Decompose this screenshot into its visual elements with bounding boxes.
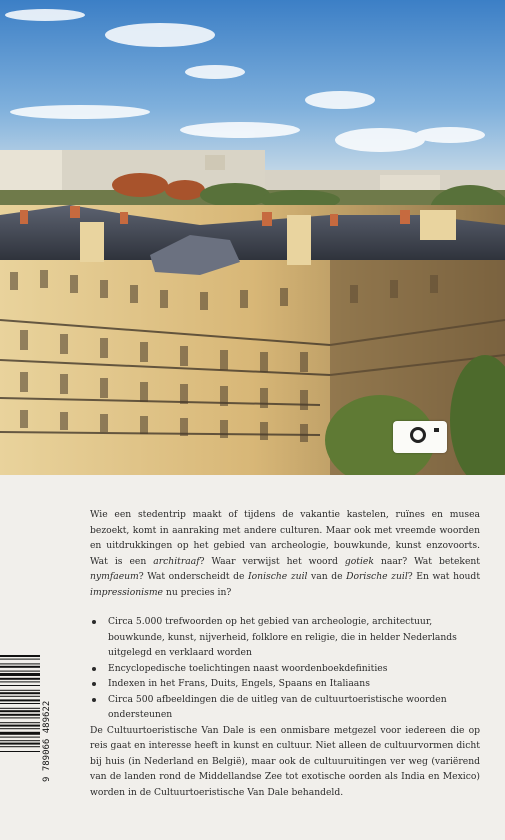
back-cover-blurb — [90, 507, 480, 800]
barcode-bar — [0, 663, 40, 664]
barcode-bar — [0, 708, 40, 709]
barcode-bar — [0, 728, 40, 729]
barcode-bar — [0, 743, 40, 745]
camera-icon — [393, 421, 447, 453]
barcode-bar — [0, 717, 40, 718]
intro-text: van de — [307, 571, 347, 582]
barcode-bar — [0, 655, 40, 657]
barcode-bar — [0, 751, 40, 752]
feature-item: Encyclopedische toelichtingen naast woordenboekdefinities — [90, 661, 480, 677]
barcode-bar — [0, 673, 40, 676]
intro-text: nu precies in? — [162, 586, 232, 598]
barcode-bar — [0, 681, 40, 682]
feature-list — [90, 614, 480, 723]
barcode-bar — [0, 722, 40, 723]
intro-text: ? Wat onderscheidt de — [138, 571, 249, 582]
term-architraaf: architraaf — [153, 555, 200, 567]
barcode-bar — [0, 685, 40, 686]
feature-item: Indexen in het Frans, Duits, Engels, Spaans en Italiaans — [90, 676, 480, 692]
barcode-bar — [0, 710, 40, 712]
barcode-bar — [0, 746, 40, 747]
term-gotiek: gotiek — [344, 555, 374, 567]
barcode-bar — [0, 725, 40, 727]
barcode-bar — [0, 690, 40, 691]
camera-lens — [410, 427, 426, 443]
term-impressionisme: impressionisme — [90, 586, 163, 598]
barcode-bar — [0, 692, 40, 694]
closing-paragraph: De Cultuurtoeristische Van Dale is een onmisbare metgezel voor iedereen die op reis gaat en interesse heeft in kunst en cultuur. Niet alleen de cultuurvormen dicht bij huis (in Nederland en België), maar ook de cultuuruitingen ver weg (variërend van de landen rond de Middellandse Zee tot exotische oorden als India en Mexico) worden in de Cultuurtoeristische Van Dale behandeld. — [90, 724, 480, 798]
barcode-bar — [0, 714, 40, 716]
camera-flash — [434, 428, 439, 432]
isbn-digits-wrapper — [42, 662, 56, 782]
term-ionische-zuil: Ionische zuil — [248, 571, 308, 582]
isbn-digits: 9 789066 489622 — [42, 700, 52, 782]
barcode-bar — [0, 699, 40, 701]
barcode-bar — [0, 696, 40, 697]
barcode-bar — [0, 671, 40, 672]
term-dorische-zuil: Dorische zuil — [346, 571, 408, 582]
intro-paragraph — [90, 507, 480, 600]
intro-text: ? En wat houdt — [407, 571, 481, 582]
barcode-bar — [0, 703, 40, 704]
intro-text: naar? Wat betekent — [373, 555, 480, 567]
feature-item: Circa 500 afbeeldingen die de uitleg van de cultuurtoeristische woorden ondersteunen — [90, 692, 480, 723]
barcode-bar — [0, 732, 40, 735]
barcode-bar — [0, 666, 40, 668]
barcode-bar — [0, 737, 40, 738]
barcode-bar — [0, 659, 40, 660]
term-nymfaeum: nymfaeum — [90, 571, 139, 582]
intro-text: Wie een stedentrip maakt of tijdens de vakantie kastelen, ruïnes en musea bezoekt, komt in aanraking met andere culturen. Maar ook met vreemde woorden en uitdrukkingen op het gebied van archeologie, bouwkunde, kunst enzovoorts. Wat is een — [90, 509, 480, 567]
intro-text: ? Waar verwijst het woord — [199, 555, 345, 567]
barcode-bar — [0, 678, 40, 680]
barcode-bar — [0, 740, 40, 741]
feature-item: Circa 5.000 trefwoorden op het gebied van archeologie, architectuur, bouwkunde, kunst, nijverheid, folklore en religie, die in helder Nederlands uitgelegd en verklaard worden — [90, 614, 480, 661]
